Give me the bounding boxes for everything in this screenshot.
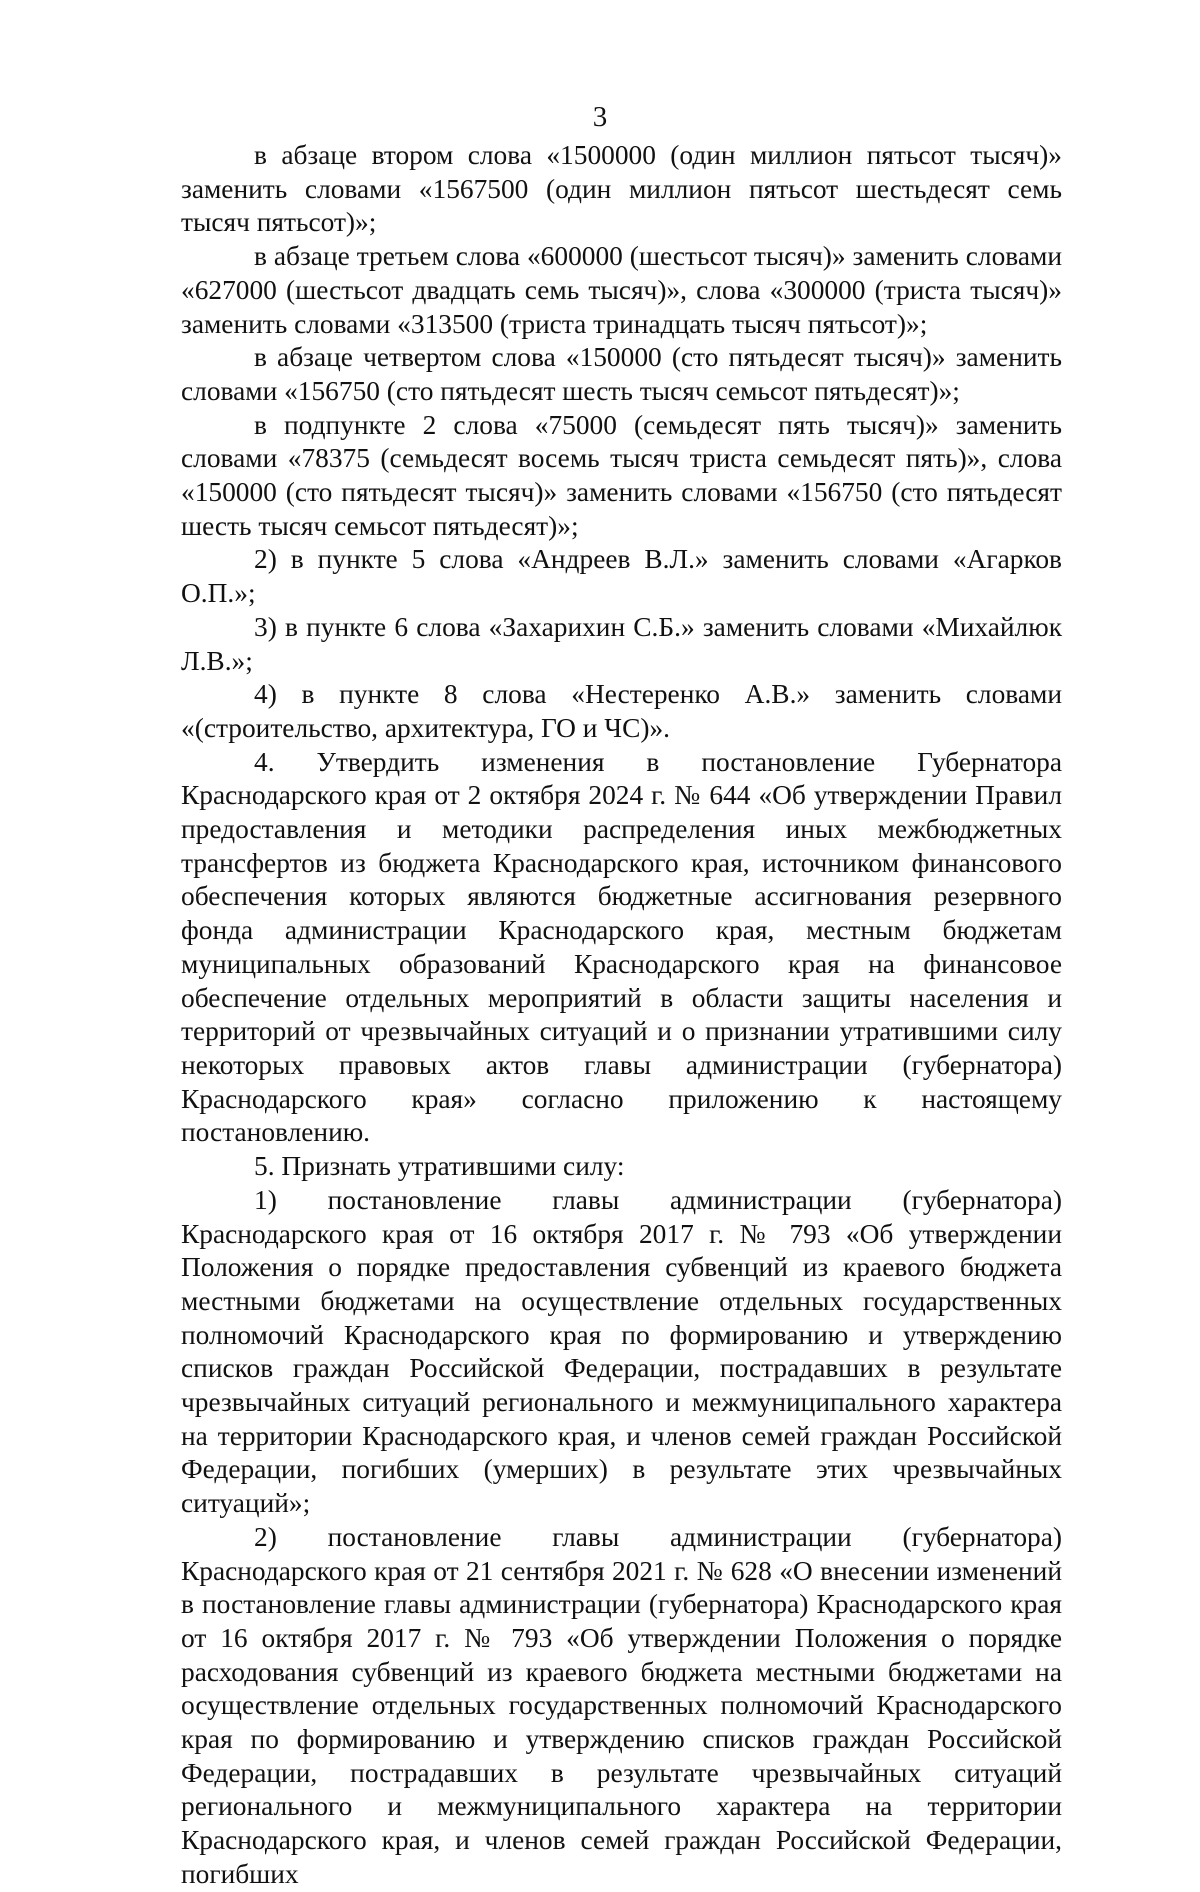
paragraph-item-4: 4) в пункте 8 слова «Нестеренко А.В.» заменить словами «(строительство, архитектура, ГО и ЧС)». bbox=[181, 679, 1062, 743]
document-body bbox=[181, 139, 1062, 1892]
paragraph-item-3: 3) в пункте 6 слова «Захарихин С.Б.» заменить словами «Михайлюк Л.В.»; bbox=[181, 611, 1062, 676]
paragraph-item-2: 2) в пункте 5 слова «Андреев В.Л.» заменить словами «Агарков О.П.»; bbox=[181, 544, 1062, 609]
paragraph-abzac-4: в абзаце четвертом слова «150000 (сто пятьдесят тысяч)» заменить словами «156750 (сто пятьдесят шесть тысяч семьсот пятьдесят)»; bbox=[181, 342, 1062, 406]
paragraph-point-4: 4. Утвердить изменения в постановление Губернатора Краснодарского края от 2 октября 2024 г. № 644 «Об утверждении Правил предоставления и методики распределения иных межбюджетных трансфертов из бюджета Краснодарского края, источником финансового обеспечения которых являются бюджетные ассигнования резервного фонда администрации Краснодарского края, местным бюджетам муниципальных образований Краснодарского края на финансовое обеспечение отдельных мероприятий в области защиты населения и территорий от чрезвычайных ситуаций и о признании утратившими силу некоторых правовых актов главы администрации (губернатора) Краснодарского края» согласно приложению к настоящему постановлению. bbox=[181, 746, 1062, 1148]
page-number: 3 bbox=[592, 101, 608, 133]
paragraph-point-5-item-1: 1) постановление главы администрации (губернатора) Краснодарского края от 16 октября 2017 г. № 793 «Об утверждении Положения о порядке предоставления субвенций из краевого бюджета местными бюджетами на осуществление отдельных государственных полномочий Краснодарского края по формированию и утверждению списков граждан Российской Федерации, пострадавших в результате чрезвычайных ситуаций регионального и межмуниципального характера на территории Краснодарского края, и членов семей граждан Российской Федерации, погибших (умерших) в результате этих чрезвычайных ситуаций»; bbox=[181, 1184, 1062, 1519]
paragraph-subpoint-2: в подпункте 2 слова «75000 (семьдесят пять тысяч)» заменить словами «78375 (семьдесят восемь тысяч триста семьдесят пять)», слова «150000 (сто пятьдесят тысяч)» заменить словами «156750 (сто пятьдесят шесть тысяч семьсот пятьдесят)»; bbox=[181, 409, 1062, 541]
paragraph-point-5: 5. Признать утратившими силу: bbox=[254, 1151, 625, 1182]
paragraph-abzac-2: в абзаце втором слова «1500000 (один миллион пятьсот тысяч)» заменить словами «1567500 (один миллион пятьсот шестьдесят семь тысяч пятьсот)»; bbox=[181, 140, 1062, 238]
paragraph-point-5-item-2: 2) постановление главы администрации (губернатора) Краснодарского края от 21 сентября 2021 г. № 628 «О внесении изменений в постановление главы администрации (губернатора) Краснодарского края от 16 октября 2017 г. № 793 «Об утверждении Положения о порядке расходования субвенций из краевого бюджета местными бюджетами на осуществление отдельных государственных полномочий Краснодарского края по формированию и утверждению списков граждан Российской Федерации, пострадавших в результате чрезвычайных ситуаций регионального и межмуниципального характера на территории Краснодарского края, и членов семей граждан Российской Федерации, погибших bbox=[181, 1521, 1062, 1889]
paragraph-abzac-3: в абзаце третьем слова «600000 (шестьсот тысяч)» заменить словами «627000 (шестьсот двадцать семь тысяч)», слова «300000 (триста тысяч)» заменить словами «313500 (триста тринадцать тысяч пятьсот)»; bbox=[181, 241, 1062, 339]
